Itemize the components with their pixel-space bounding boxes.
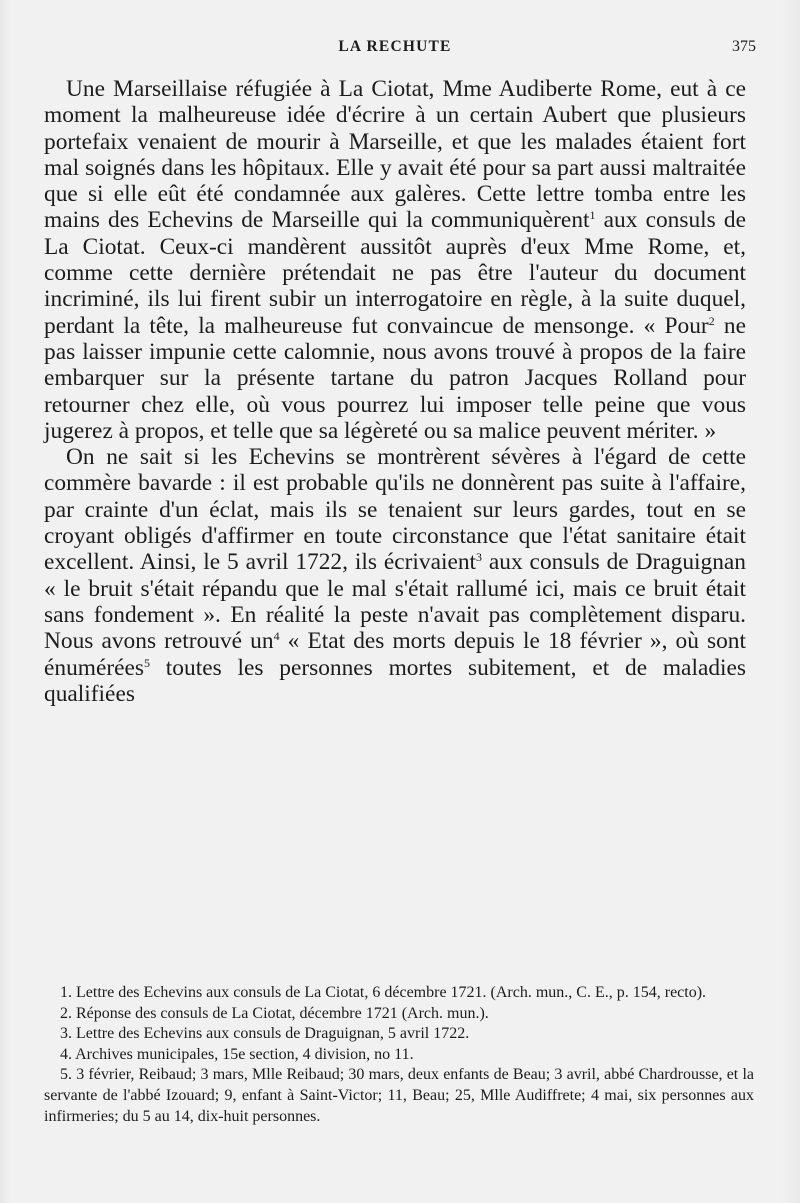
footnote-ref-4: 4 bbox=[273, 629, 280, 644]
paragraph-2-part-d: toutes les personnes mortes subitement, et de maladies qualifiées bbox=[44, 654, 746, 707]
paragraph-2-part-c: « Etat des morts depuis le 18 février », où sont énumérées bbox=[44, 628, 746, 681]
paragraph-1-part-c: ne pas laisser impunie cette calomnie, nous avons trouvé à propos de la faire embarquer sur la présente tartane du patron Jacques Rolland pour retourner chez elle, où vous pourrez lui imposer telle peine que vous jugerez à propos, et telle que sa légèreté ou sa malice peuvent mériter. » bbox=[44, 312, 746, 444]
paragraph-2-part-b: aux consuls de Draguignan « le bruit s'était répandu que le mal s'était rallumé ici, mais ce bruit était sans fondement ». En réalité la peste n'avait pas complètement disparu. Nous avons retrouvé un bbox=[44, 549, 746, 655]
running-head bbox=[44, 38, 756, 58]
footnote-2: 2. Réponse des consuls de La Ciotat, décembre 1721 (Arch. mun.). bbox=[60, 1004, 489, 1022]
footnote-4: 4. Archives municipales, 15e section, 4 division, no 11. bbox=[60, 1045, 414, 1063]
page-number: 375 bbox=[732, 38, 756, 55]
paragraph-1-part-a: Une Marseillaise réfugiée à La Ciotat, Mme Audiberte Rome, eut à ce moment la malheureuse idée d'écrire à un certain Aubert que plusieurs portefaix venaient de mourir à Marseille, et que les malades étaient fort mal soignés dans les hôpitaux. Elle y avait été pour sa part aussi maltraitée que si elle eût été condamnée aux galères. Cette lettre tomba entre les mains des Echevins de Marseille qui la communiquèrent bbox=[44, 76, 746, 234]
paragraph-1-part-b: aux consuls de La Ciotat. Ceux-ci mandèrent aussitôt auprès d'eux Mme Rome, et, comme cette dernière prétendait ne pas être l'auteur du document incriminé, ils lui firent subir un interrogatoire en règle, à la suite duquel, perdant la tête, la malheureuse fut convaincue de mensonge. « Pour bbox=[44, 207, 746, 339]
footnote-ref-5: 5 bbox=[144, 655, 151, 670]
paragraph-2-part-a: On ne sait si les Echevins se montrèrent sévères à l'égard de cette commère bavarde : il est probable qu'ils ne donnèrent pas suite à l'affaire, par crainte d'un éclat, mais ils se tenaient sur leurs gardes, tout en se croyant obligés d'affirmer en toute circonstance que l'état sanitaire était excellent. Ainsi, le 5 avril 1722, ils écrivaient bbox=[44, 444, 746, 576]
running-title: LA RECHUTE bbox=[338, 38, 452, 55]
paragraph-1 bbox=[44, 76, 746, 444]
body-text bbox=[44, 76, 746, 707]
footnote-ref-1: 1 bbox=[589, 208, 596, 223]
footnote-3: 3. Lettre des Echevins aux consuls de Draguignan, 5 avril 1722. bbox=[60, 1025, 470, 1043]
footnote-5: 5. 3 février, Reibaud; 3 mars, Mlle Reibaud; 30 mars, deux enfants de Beau; 3 avril, abbé Chardrousse, et la servante de l'abbé Izouard; 9, enfant à Saint-Victor; 11, Beau; 25, Mlle Audiffrete; 4 mai, six personnes aux infirmeries; du 5 au 14, dix-huit personnes. bbox=[44, 1066, 754, 1125]
footnote-1: 1. Lettre des Echevins aux consuls de La Ciotat, 6 décembre 1721. (Arch. mun., C. E., p. 154, recto). bbox=[60, 984, 707, 1001]
footnote-ref-3: 3 bbox=[476, 550, 483, 565]
footnote-ref-2: 2 bbox=[708, 313, 715, 328]
footnotes bbox=[44, 983, 754, 1127]
paragraph-2 bbox=[44, 444, 746, 707]
